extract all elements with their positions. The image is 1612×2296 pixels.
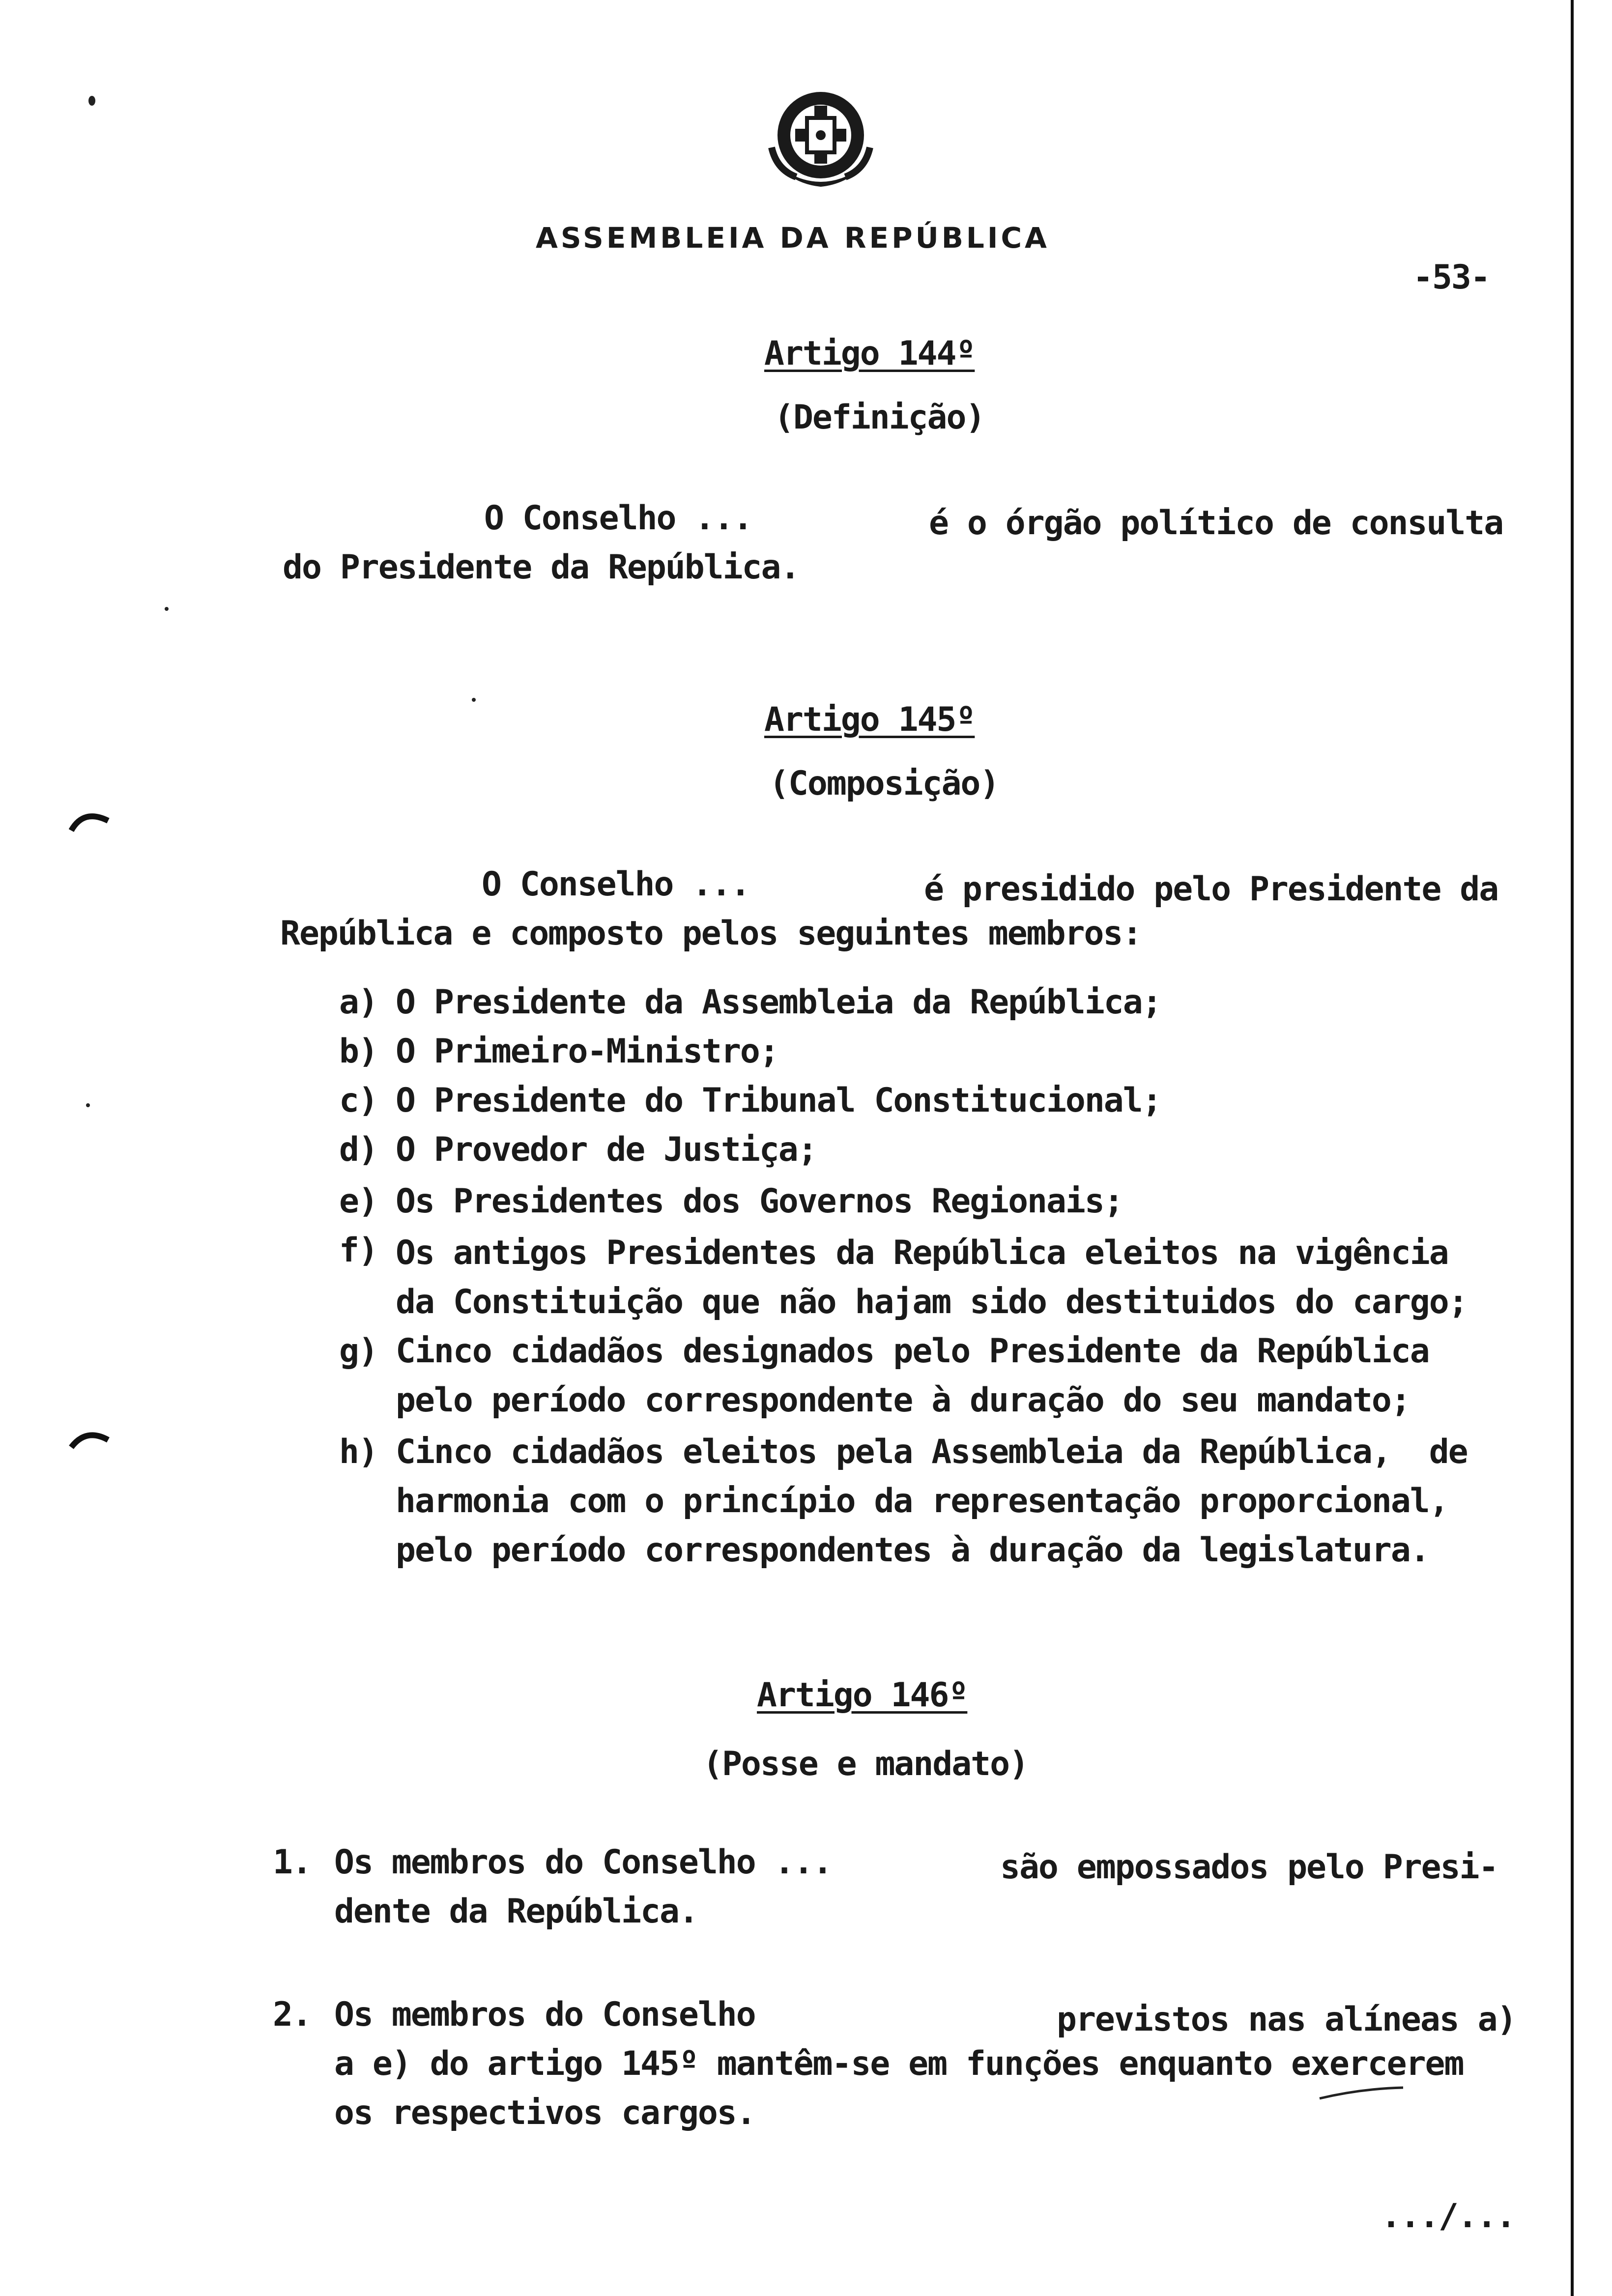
paragraph-text: a e) do artigo 145º mantêm-se em funções enquanto exercerem: [334, 2044, 1464, 2083]
paragraph-text: é presidido pelo Presidente da: [924, 870, 1498, 909]
list-item: da Constituição que não hajam sido destituidos do cargo;: [396, 1283, 1468, 1321]
page-number: -53-: [1413, 258, 1490, 297]
article-subtitle: (Posse e mandato): [703, 1745, 1028, 1783]
list-item: O Presidente da Assembleia da República;: [396, 983, 1161, 1022]
list-item: Cinco cidadãos designados pelo Presidente da República: [396, 1332, 1429, 1371]
list-marker: b): [339, 1032, 377, 1071]
paragraph-text: Os membros do Conselho: [334, 1995, 755, 2034]
list-item: harmonia com o princípio da representação proporcional,: [396, 1482, 1448, 1521]
article-subtitle: (Definição): [774, 398, 985, 437]
institution-title: ASSEMBLEIA DA REPÚBLICA: [536, 221, 1050, 255]
paragraph-text: Os membros do Conselho ...: [334, 1843, 832, 1882]
paragraph-number: 2.: [273, 1995, 311, 2034]
list-item: pelo período correspondentes à duração da legislatura.: [396, 1531, 1429, 1570]
list-marker: a): [339, 983, 377, 1022]
scan-speck: [165, 607, 169, 611]
paragraph-text: do Presidente da República.: [283, 548, 800, 587]
paragraph-text: República e composto pelos seguintes membros:: [280, 914, 1142, 953]
list-marker: h): [339, 1433, 377, 1471]
list-item: Cinco cidadãos eleitos pela Assembleia da República, de: [396, 1433, 1468, 1471]
pen-stroke-mark: [1317, 2084, 1406, 2103]
paragraph-text: O Conselho ...: [482, 865, 750, 904]
paragraph-text: dente da República.: [334, 1892, 698, 1931]
margin-curl-mark: [69, 1425, 113, 1455]
list-marker: d): [339, 1130, 377, 1169]
article-title: Artigo 146º: [757, 1676, 968, 1715]
list-item: O Presidente do Tribunal Constitucional;: [396, 1081, 1161, 1120]
paragraph-text: é o órgão político de consulta: [929, 504, 1503, 543]
portuguese-coat-of-arms-icon: [767, 84, 875, 197]
page-edge-line: [1571, 0, 1574, 2296]
list-item: pelo período correspondente à duração do seu mandato;: [396, 1381, 1410, 1420]
list-item: O Provedor de Justiça;: [396, 1130, 817, 1169]
paragraph-text: O Conselho ...: [484, 499, 752, 538]
scan-speck: [88, 96, 95, 106]
continuation-marker: .../...: [1381, 2197, 1515, 2236]
list-marker: c): [339, 1081, 377, 1120]
list-item: O Primeiro-Ministro;: [396, 1032, 778, 1071]
scan-speck: [86, 1103, 90, 1107]
article-subtitle: (Composição): [769, 764, 999, 803]
list-marker: g): [339, 1332, 377, 1371]
paragraph-text: são empossados pelo Presi-: [1000, 1848, 1498, 1887]
list-marker: f): [339, 1231, 377, 1270]
paragraph-text: os respectivos cargos.: [334, 2094, 755, 2132]
article-title: Artigo 145º: [764, 700, 975, 739]
scan-speck: [472, 698, 476, 702]
list-item: Os antigos Presidentes da República eleitos na vigência: [396, 1234, 1448, 1272]
list-marker: e): [339, 1182, 377, 1221]
paragraph-text: previstos nas alíneas a): [1057, 2000, 1516, 2039]
list-item: Os Presidentes dos Governos Regionais;: [396, 1182, 1123, 1221]
paragraph-number: 1.: [273, 1843, 311, 1882]
margin-curl-mark: [69, 806, 113, 835]
article-title: Artigo 144º: [764, 334, 975, 373]
